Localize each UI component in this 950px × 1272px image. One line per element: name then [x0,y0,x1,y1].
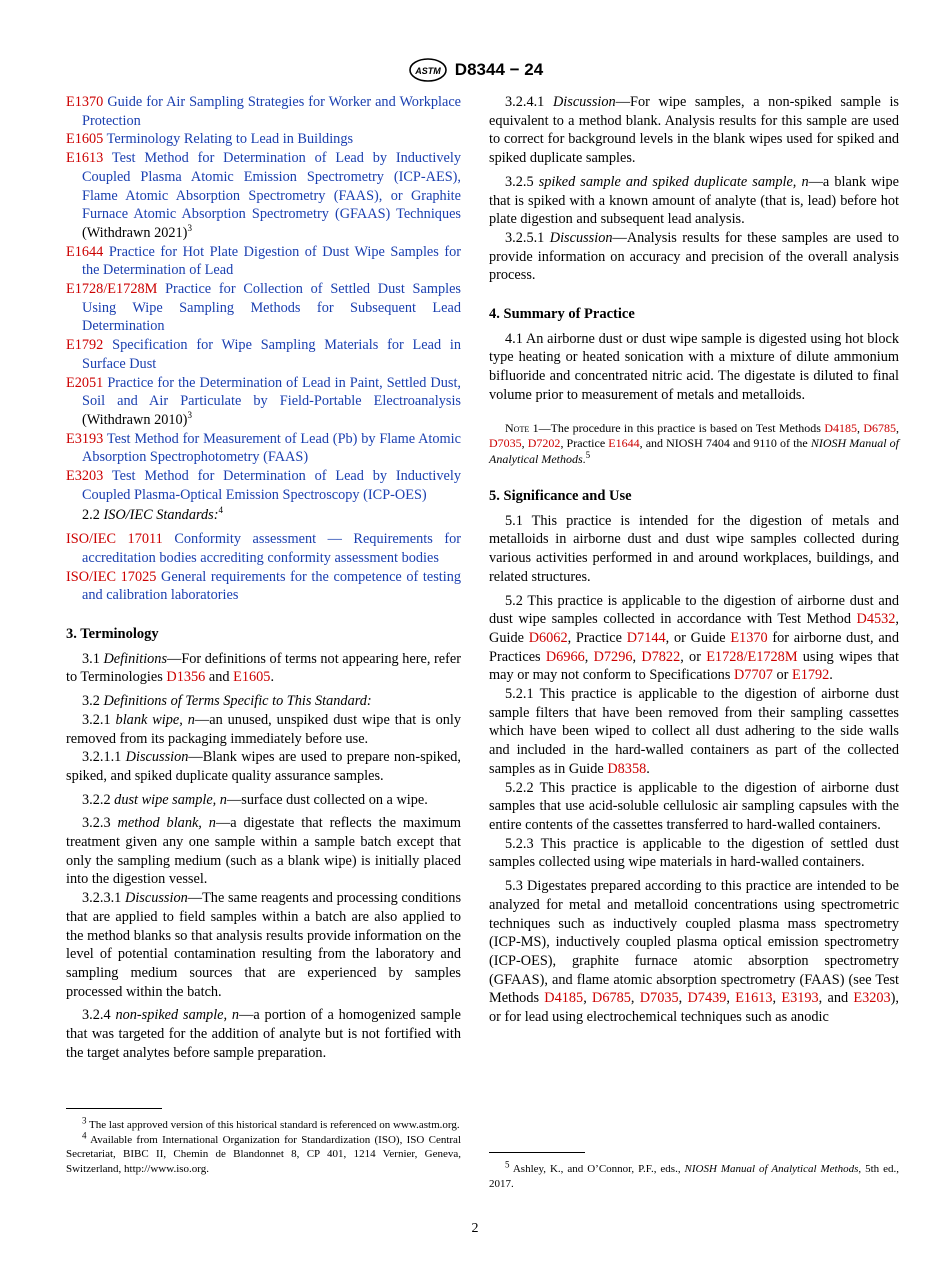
footnote-marker: 3 [187,223,192,234]
footnote-marker: 3 [187,410,192,421]
link-d6785-b[interactable]: D6785 [592,990,631,1007]
reference-item[interactable] [66,243,461,280]
page-header [0,57,950,83]
astm-logo-icon [407,57,449,83]
reference-code[interactable]: E1728/E1728M [66,281,158,298]
reference-item[interactable] [66,374,461,430]
link-d7822[interactable]: D7822 [641,648,681,665]
reference-item[interactable] [66,467,461,504]
reference-item[interactable] [66,93,461,130]
para-3-2-2: 3.2.2 dust wipe sample, n—surface dust collected on a wipe. [82,791,428,808]
footnote-3: $^3$ The last approved version of this historical standard is referenced on www.astm.org. [82,1115,460,1131]
svg-text:ASTM: ASTM [415,66,441,76]
link-e3203[interactable]: E3203 [853,990,891,1007]
link-e1613[interactable]: E1613 [735,990,773,1007]
link-d7035-b[interactable]: D7035 [639,990,679,1007]
reference-title[interactable]: Guide for Air Sampling Strategies for Worker and Workplace Protection [82,94,462,129]
link-e1370[interactable]: E1370 [730,629,768,646]
right-column [489,93,899,1032]
link-d4532[interactable]: D4532 [856,611,896,628]
reference-title[interactable]: Test Method for Determination of Lead by Inductively Coupled Plasma Atomic Emission Spectrometry (ICP-AES), Flame Atomic Absorption Spectrometry (FAAS), or Graphite Furnace Atomic Absorption Spectrometry (GFAAS) Techniques [82,150,461,223]
para-5-2-2: 5.2.2 This practice is applicable to the digestion of airborne dust samples that use acid-soluble cellulosic air sampling capsules with the entire contents of the cassettes transferred to hard-walled containers. [489,779,899,833]
para-3-2: 3.2 Definitions of Terms Specific to This Standard: [82,693,372,710]
link-d4185[interactable]: D4185 [824,420,857,435]
reference-title[interactable]: Test Method for Determination of Lead by Inductively Coupled Plasma-Optical Emission Spectroscopy (ICP-OES) [82,468,461,503]
reference-code[interactable]: E1792 [66,337,104,354]
reference-code[interactable]: E2051 [66,374,104,391]
footnotes-left [66,1115,461,1176]
link-d1356[interactable]: D1356 [166,669,206,686]
link-d7202[interactable]: D7202 [527,436,561,451]
section-2-2: 2.2 ISO/IEC Standards:$^4$ [82,505,223,524]
link-e1792[interactable]: E1792 [791,667,830,684]
para-4-1: 4.1 An airborne dust or dust wipe sample is digested using hot block type heating or heated sonication with a mixture of dilute ammonium bifluoride and concentrated nitric acid. The digestate is diluted to final volume prior to measurement of metals and metalloids. [489,330,899,403]
footnote-rule-right [489,1152,585,1153]
reference-code[interactable]: E1613 [66,150,104,167]
para-3-2-1-1: 3.2.1.1 Discussion—Blank wipes are used to prepare non-spiked, spiked, and spiked duplicate quality assurance samples. [66,749,461,784]
reference-code[interactable]: E3193 [66,430,104,447]
referenced-documents-list [66,93,461,504]
para-3-2-3-1: 3.2.3.1 Discussion—The same reagents and processing conditions that are applied to field samples within a batch are also applied to the method blanks so that analysis results provide information on the level of potential contamination resulting from the laboratory and sampling medium sources that are experienced by samples processed within the batch. [66,890,462,1000]
reference-title[interactable]: Terminology Relating to Lead in Buildings [106,131,354,148]
reference-item[interactable] [66,430,461,467]
reference-title[interactable]: Practice for Hot Plate Digestion of Dust Wipe Samples for the Determination of Lead [82,243,462,279]
section-5-heading: 5. Significance and Use [489,488,632,505]
para-5-2-3: 5.2.3 This practice is applicable to the digestion of settled dust samples collected using wipe materials in hard-walled containers. [489,835,899,871]
note-1: Note 1—The procedure in this practice is based on Test Methods D4185, D6785, D7035, D7202, Practice E1644, and NIOSH 7404 and 9110 of the NIOSH Manual of Analytical Methods.$^5$ [489,420,900,466]
para-3-1: 3.1 Definitions—For definitions of terms not appearing here, refer to Terminologies D1356 and E1605. [66,650,461,686]
reference-code[interactable]: E1644 [66,243,104,260]
reference-title[interactable]: Specification for Wipe Sampling Materials for Lead in Surface Dust [82,337,461,372]
link-d7707[interactable]: D7707 [733,667,773,684]
iso-ref-17025[interactable]: ISO/IEC 17025 General requirements for the competence of testing and calibration laboratories [66,568,462,604]
para-5-1: 5.1 This practice is intended for the digestion of metals and metalloids in airborne dust and dust wipe samples collected during various activities performed in and around workplaces, buildings, and related structures. [489,512,899,585]
link-e1644[interactable]: E1644 [608,436,640,451]
link-e1728[interactable]: E1728/E1728M [706,648,798,665]
link-d8358[interactable]: D8358 [607,760,647,777]
para-3-2-5-1: 3.2.5.1 Discussion—Analysis results for these samples are used to provide information on accuracy and precision of the overall analysis process. [489,229,900,284]
para-3-2-1: 3.2.1 blank wipe, n—an unused, unspiked dust wipe that is only removed from its packaging immediately before use. [66,711,462,747]
left-column [66,93,461,1067]
reference-title[interactable]: Practice for Collection of Settled Dust Samples Using Wipe Sampling Methods for Subsequent Lead Determination [82,281,461,335]
reference-code[interactable]: E3203 [66,468,104,485]
section-3-heading: 3. Terminology [66,625,159,642]
link-d6785[interactable]: D6785 [863,420,897,435]
withdrawn-note: (Withdrawn 2010) [82,411,188,428]
footnote-5: $^5$ Ashley, K., and O’Connor, P.F., eds., NIOSH Manual of Analytical Methods, 5th ed., 2017. [489,1159,899,1190]
footnote-4: $^4$ Available from International Organization for Standardization (ISO), ISO Central Secretariat, BIBC II, Chemin de Blandonnet 8, CP 401, 1214 Vernier, Geneva, Switzerland, http://www.iso.org. [66,1129,461,1175]
para-5-2-1: 5.2.1 This practice is applicable to the digestion of airborne dust sample filters that have been removed from their sampling cassettes which have been wiped to collect all dust adhering to the side walls and included in the hard-walled containers as part of the collected samples as in Guide D8358. [489,686,899,777]
para-3-2-4: 3.2.4 non-spiked sample, n—a portion of a homogenized sample that was targeted for the addition of analyte but is not fortified with the target analytes before sample preparation. [66,1007,461,1061]
footnote-rule-left [66,1108,162,1109]
reference-item[interactable] [66,130,461,149]
link-d7144[interactable]: D7144 [626,629,666,646]
page-number: 2 [471,1221,479,1236]
withdrawn-note: (Withdrawn 2021) [82,224,188,241]
link-d6062[interactable]: D6062 [528,629,568,646]
iso-ref-17011[interactable]: ISO/IEC 17011 Conformity assessment — Requirements for accreditation bodies accrediting conformity assessment bodies [66,531,462,566]
reference-item[interactable] [66,336,461,373]
para-3-2-5: 3.2.5 spiked sample and spiked duplicate sample, n—a blank wipe that is spiked with a known amount of analyte (that is, lead) before hot plate digestion and subsequent lead analysis. [489,173,899,228]
designation: D8344 − 24 [454,60,544,79]
link-e1605[interactable]: E1605 [233,669,271,686]
link-d7035[interactable]: D7035 [489,436,522,451]
reference-item[interactable] [66,149,461,243]
link-d4185-b[interactable]: D4185 [544,990,584,1007]
link-d7439[interactable]: D7439 [687,990,727,1007]
reference-title[interactable]: Practice for the Determination of Lead in Paint, Settled Dust, Soil and Air Particulate by Field-Portable Electroanalysis [82,374,462,410]
section-4-heading: 4. Summary of Practice [489,306,635,323]
para-5-3: 5.3 Digestates prepared according to this practice are intended to be analyzed for metal and metalloid concentrations using spectrometric techniques such as inductively coupled plasma mass spectrometry (ICP-MS), inductively coupled plasma optical emission spectrometry (ICP-OES), graphite furnace atomic absorption spectrometry (GFAAS), and flame atomic absorption spectrometry (FAAS) (see Test Methods D4185, D6785, D7035, D7439, E1613, E3193, and E3203), or for lead using electrochemical techniques such as anodic [489,878,900,1026]
para-3-2-3: 3.2.3 method blank, n—a digestate that reflects the maximum treatment given any one sample within a sample batch except that only the sampling medium (such as a blank wipe) is initially placed into the digestion vessel. [66,815,462,888]
link-d6966[interactable]: D6966 [545,648,585,665]
para-5-2: 5.2 This practice is applicable to the digestion of airborne dust and dust wipe samples collected in accordance with Test Method D4532, Guide D6062, Practice D7144, or Guide E1370 for airborne dust, and Practices D6966, D7296, D7822, or E1728/E1728M using wipes that may or may not conform to Specifications D7707 or E1792. [489,592,899,684]
reference-code[interactable]: E1605 [66,131,104,148]
reference-item[interactable] [66,280,461,336]
reference-title[interactable]: Test Method for Measurement of Lead (Pb) by Flame Atomic Absorption Spectrophotometry (FAAS) [82,430,461,466]
reference-code[interactable]: E1370 [66,94,104,110]
footnotes-right [489,1159,899,1191]
link-e3193[interactable]: E3193 [781,990,819,1007]
link-d7296[interactable]: D7296 [593,648,633,665]
para-3-2-4-1: 3.2.4.1 Discussion—For wipe samples, a non-spiked sample is equivalent to a method blank. Analysis results for this sample are used to correct for background levels in the blank wipes used for spiked and spiked duplicate samples. [489,94,899,167]
